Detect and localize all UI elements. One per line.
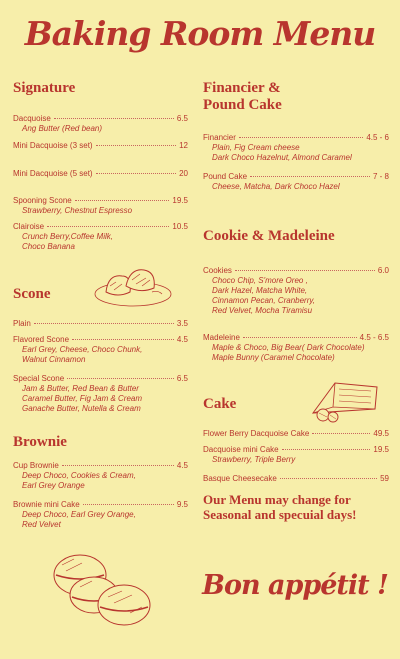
- item-name: Dacquoise: [13, 114, 51, 123]
- menu-item: [203, 333, 389, 363]
- menu-item: [203, 474, 389, 484]
- menu-item: [13, 319, 188, 329]
- item-name: Special Scone: [13, 374, 65, 383]
- item-price: 6.0: [377, 266, 389, 275]
- item-description: Strawberry, Triple Berry: [212, 455, 296, 464]
- item-price: 6.5: [176, 114, 188, 123]
- item-name: Clairoise: [13, 222, 45, 231]
- menu-item: [13, 169, 188, 179]
- item-description: Maple Bunny (Caramel Chocolate): [212, 353, 335, 362]
- item-description: Cheese, Matcha, Dark Choco Hazel: [212, 182, 340, 191]
- section-heading-cookie: Cookie & Madeleine: [203, 228, 335, 244]
- item-name: Mini Dacquoise (3 set): [13, 141, 93, 150]
- menu-item: [13, 222, 188, 252]
- item-price: 7 - 8: [372, 172, 389, 181]
- menu-item: [203, 445, 389, 465]
- item-description: Dark Choco Hazelnut, Almond Caramel: [212, 153, 352, 162]
- item-description: Cinnamon Pecan, Cranberry,: [212, 296, 316, 305]
- item-name: Madeleine: [203, 333, 240, 342]
- menu-item: [13, 335, 188, 365]
- item-price: 19.5: [172, 196, 188, 205]
- item-name: Basque Cheesecake: [203, 474, 277, 483]
- item-name: Flower Berry Dacquoise Cake: [203, 429, 310, 438]
- item-price: 6.5: [176, 374, 188, 383]
- cake-slice-sketch-icon: [305, 373, 383, 423]
- item-description: Choco Chip, S'more Oreo ,: [212, 276, 308, 285]
- item-description: Deep Choco, Earl Grey Orange,: [22, 510, 136, 519]
- note-line: Seasonal and specuial days!: [203, 507, 357, 522]
- item-description: Choco Banana: [22, 242, 75, 251]
- item-price: 20: [179, 169, 188, 178]
- item-description: Caramel Butter, Fig Jam & Cream: [22, 394, 143, 403]
- menu-item: [13, 374, 188, 414]
- item-price: 12: [179, 141, 188, 150]
- macaron-sketch-icon: [40, 545, 158, 631]
- section-heading-brownie: Brownie: [13, 434, 67, 450]
- item-price: 49.5: [373, 429, 389, 438]
- item-price: 4.5: [176, 461, 188, 470]
- item-description: Crunch Berry,Coffee Milk,: [22, 232, 113, 241]
- menu-item: [203, 266, 389, 316]
- item-description: Red Velvet, Mocha Tiramisu: [212, 306, 313, 315]
- item-price: 59: [380, 474, 389, 483]
- item-name: Spooning Scone: [13, 196, 72, 205]
- item-price: 3.5: [176, 319, 188, 328]
- heading-line: Financier &: [203, 80, 281, 96]
- menu-item: [203, 133, 389, 163]
- menu-item: [203, 172, 389, 192]
- item-description: Red Velvet: [22, 520, 61, 529]
- item-description: Earl Grey, Cheese, Choco Chunk,: [22, 345, 143, 354]
- item-description: Dark Hazel, Matcha White,: [212, 286, 308, 295]
- item-description: Earl Grey Orange: [22, 481, 85, 490]
- item-name: Plain: [13, 319, 31, 328]
- item-name: Flavored Scone: [13, 335, 70, 344]
- item-description: Ang Butter (Red bean): [22, 124, 103, 133]
- item-description: Strawberry, Chestnut Espresso: [22, 206, 133, 215]
- section-heading-financier: [203, 80, 282, 114]
- menu-item: [203, 429, 389, 439]
- item-description: Jam & Butter, Red Bean & Butter: [22, 384, 139, 393]
- note-line: Our Menu may change for: [203, 492, 351, 507]
- item-price: 4.5: [176, 335, 188, 344]
- scone-sketch-icon: [92, 262, 174, 310]
- menu-item: [13, 500, 188, 530]
- item-name: Mini Dacquoise (5 set): [13, 169, 93, 178]
- item-name: Cup Brownie: [13, 461, 59, 470]
- item-description: Walnut Cinnamon: [22, 355, 86, 364]
- item-description: Plain, Fig Cream cheese: [212, 143, 300, 152]
- item-name: Cookies: [203, 266, 232, 275]
- heading-line: Pound Cake: [203, 97, 282, 113]
- section-heading-signature: Signature: [13, 80, 76, 96]
- item-name: Brownie mini Cake: [13, 500, 80, 509]
- item-description: Deep Choco, Cookies & Cream,: [22, 471, 136, 480]
- item-price: 4.5 - 6.5: [359, 333, 389, 342]
- item-price: 9.5: [176, 500, 188, 509]
- menu-title: Baking Room Menu: [24, 14, 376, 53]
- section-heading-scone: Scone: [13, 286, 51, 302]
- item-price: 10.5: [172, 222, 188, 231]
- section-heading-cake: Cake: [203, 396, 237, 412]
- item-name: Dacquoise mini Cake: [203, 445, 279, 454]
- menu-item: [13, 196, 188, 216]
- menu-item: [13, 141, 188, 151]
- item-description: Ganache Butter, Nutella & Cream: [22, 404, 141, 413]
- item-price: 4.5 - 6: [366, 133, 389, 142]
- item-price: 19.5: [373, 445, 389, 454]
- item-description: Maple & Choco, Big Bear( Dark Chocolate): [212, 343, 365, 352]
- menu-item: [13, 114, 188, 134]
- menu-item: [13, 461, 188, 491]
- menu-note: [203, 492, 389, 522]
- closing-text: Bon appétit !: [202, 570, 388, 601]
- item-name: Financier: [203, 133, 236, 142]
- item-name: Pound Cake: [203, 172, 248, 181]
